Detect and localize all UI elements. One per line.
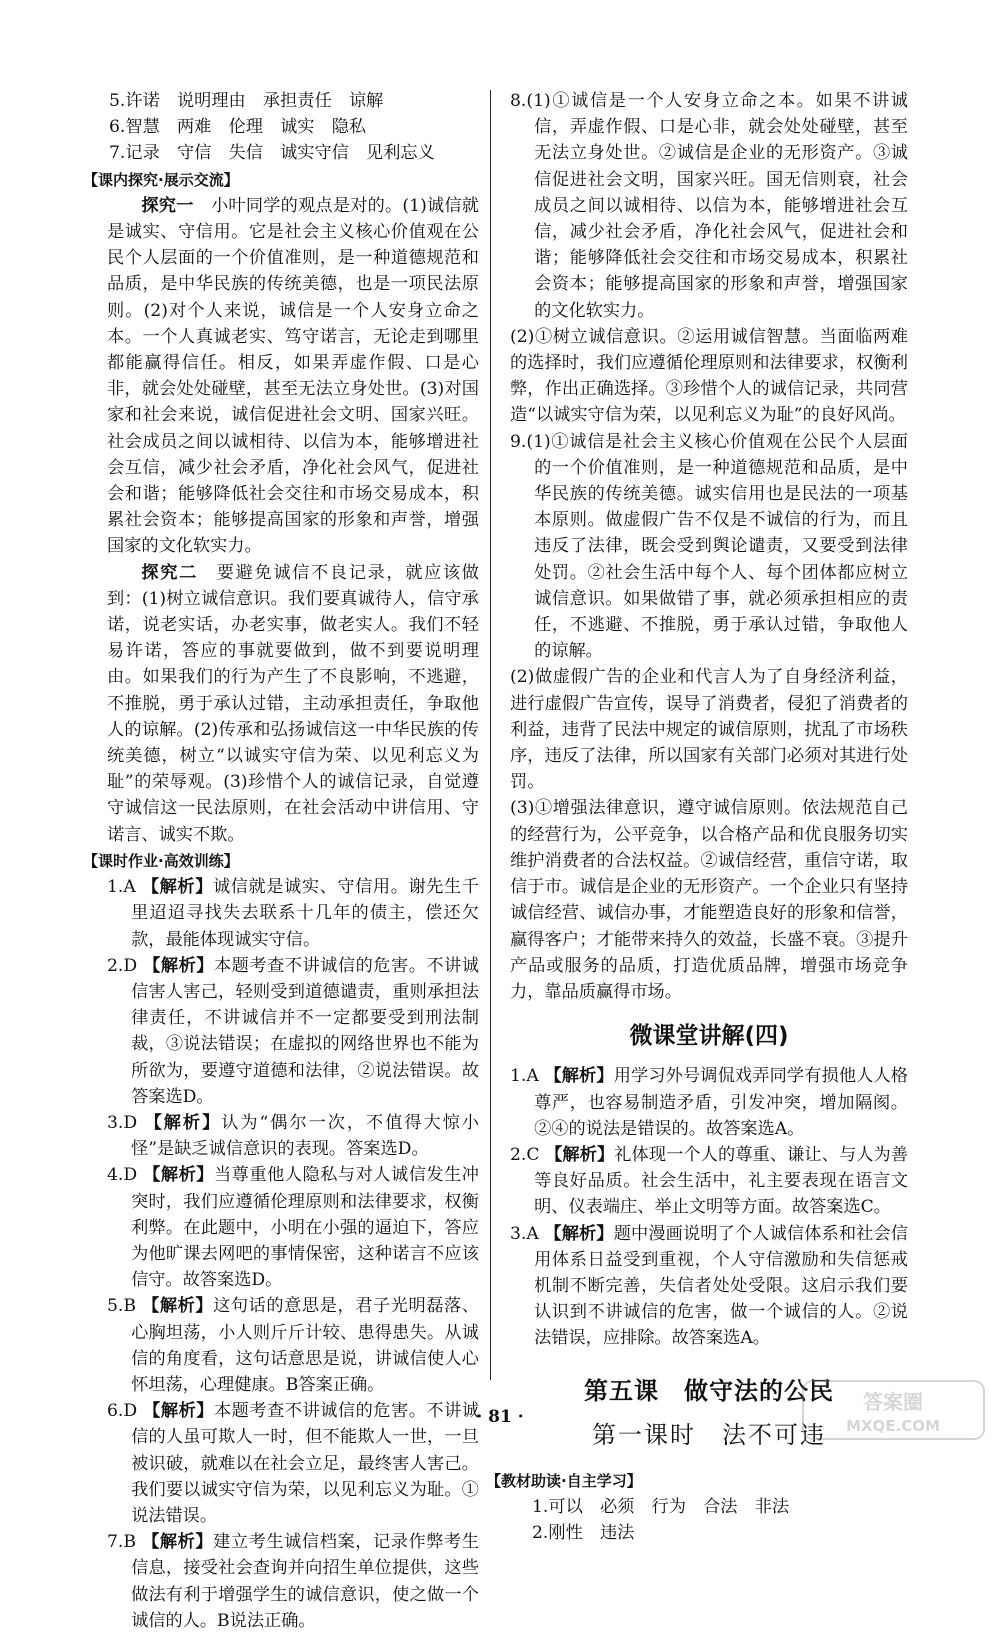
svg-text:MXQE.COM: MXQE.COM	[846, 1417, 940, 1435]
answer-item	[107, 1162, 479, 1293]
lesson-title: 第五课 做守法的公民	[584, 1376, 834, 1405]
lesson-subtitle: 第一课时 法不可违	[592, 1420, 826, 1449]
answer-text: 本题考查不讲诚信的危害。不讲诚信的人虽可欺人一时，但不能欺人一世，一旦被识破，就难以在社会立足，最终害人害己。我们要以诚实守信为荣，以见利忘义为耻。①说法错误。	[131, 1401, 479, 1526]
question-8-part-2: (2)①树立诚信意识。②运用诚信智慧。当面临两难的选择时，我们应遵循伦理原则和法律要求，权衡利弊，作出正确选择。③珍惜个人的诚信记录，共同营造“以诚实守信为荣，以见利忘义为耻”的良好风尚。	[510, 326, 908, 426]
explore-one-label: 探究一	[141, 195, 194, 216]
explore-two-text: 要避免诚信不良记录，就应该做到：(1)树立诚信意识。我们要真诚待人，信守承诺，说老实话，办老实事，做老实人。我们不轻易许诺，答应的事就要做到，做不到要说明理由。如果我们的行为产生了不良影响，不逃避，不推脱，勇于承认过错，主动承担责任，争取他人的谅解。(2)传承和弘扬诚信这一中华民族的传统美德，树立“以诚实守信为荣、以见利忘义为耻”的荣辱观。(3)珍惜个人的诚信记录，自觉遵守诚信这一民法原则，在社会活动中讲信用、守诺言、诚实不欺。	[107, 562, 479, 845]
answer-head: 2.C	[510, 1144, 540, 1165]
analysis-tag: 【解析】	[544, 1223, 614, 1244]
answer-head: 2.D	[107, 955, 138, 976]
column-divider	[490, 90, 491, 1380]
answer-head: 6.D	[107, 1401, 138, 1422]
answer-head: 3.D	[107, 1112, 138, 1133]
question-9-part-1: 9.(1)①诚信是社会主义核心价值观在公民个人层面的一个价值准则，是一种道德规范和品质，是中华民族的传统美德。诚实信用也是民法的一项基本原则。做虚假广告不仅是不诚信的行为，而且违反了法律，既会受到舆论谴责，又要受到法律处罚。②社会生活中每个人、每个团体都应树立诚信意识。如果做错了事，就必须承担相应的责任，不逃避、不推脱，勇于承认过错，争取他人的谅解。	[510, 431, 908, 662]
guide-item-1: 1.可以 必须 行为 合法 非法	[532, 1497, 790, 1518]
answer-item	[107, 874, 479, 953]
section-heading-explore: 【课内探究·展示交流】	[83, 170, 239, 189]
vocab-line-5: 5.许诺 说明理由 承担责任 谅解	[109, 91, 384, 111]
answer-text: 建立考生诚信档案，记录作弊考生信息，接受社会查询并向招生单位提供，这些做法有利于增强学生的诚信意识，使之做一个诚信的人。B说法正确。	[131, 1532, 479, 1631]
analysis-tag: 【解析】	[143, 955, 214, 976]
analysis-tag: 【解析】	[143, 1401, 214, 1422]
answer-text: 礼体现一个人的尊重、谦让、与人为善等良好品质。社会生活中，礼主要表现在语言文明、仪表端庄、举止文明等方面。故答案选C。	[534, 1144, 908, 1218]
answer-text: 诚信就是诚实、守信用。谢先生千里迢迢寻找失去联系十几年的债主，偿还欠款，最能体现诚实守信。	[131, 877, 479, 950]
answer-text: 认为“偶尔一次，不值得大惊小怪”是缺乏诚信意识的表现。答案选D。	[131, 1112, 479, 1160]
micro-answer-item	[510, 1063, 908, 1142]
answer-text: 用学习外号调侃戏弄同学有损他人人格尊严，也容易制造矛盾，引发冲突，增加隔阂。②④的说法是错误的。故答案选A。	[534, 1066, 908, 1139]
answer-item	[107, 1110, 479, 1162]
analysis-tag: 【解析】	[545, 1144, 615, 1165]
vocab-line-6: 6.智慧 两难 伦理 诚实 隐私	[109, 117, 367, 138]
answer-head: 1.A	[510, 1066, 539, 1087]
analysis-tag: 【解析】	[142, 1296, 214, 1317]
right-column	[486, 88, 908, 1547]
micro-answer-item	[510, 1221, 908, 1352]
analysis-tag: 【解析】	[142, 1532, 214, 1553]
vocab-line-7: 7.记录 守信 失信 诚实守信 见利忘义	[109, 143, 435, 164]
answer-head: 3.A	[510, 1223, 539, 1244]
answer-text: 题中漫画说明了个人诚信体系和社会信用体系日益受到重视，个人守信激励和失信惩戒机制不断完善，失信者处处受限。这启示我们要认识到不讲诚信的危害，做一个诚信的人。②说法错误，应排除。故答案选A。	[534, 1223, 908, 1349]
micro-answer-item	[510, 1142, 908, 1221]
watermark-logo	[801, 1379, 986, 1441]
explore-one-text: 小叶同学的观点是对的。(1)诚信就是诚实、守信用。它是社会主义核心价值观在公民个人层面的一个价值准则，是一种道德规范和品质，是中华民族的传统美德，也是一项民法原则。(2)对个人来说，诚信是一个人安身立命之本。一个人真诚老实、笃守诺言，无论走到哪里都能赢得信任。相反，如果弄虚作假、口是心非，就会处处碰壁，甚至无法立身处世。(3)对国家和社会来说，诚信促进社会文明、国家兴旺。社会成员之间以诚相待、以信为本，能够增进社会互信，减少社会矛盾，净化社会风气，促进社会和谐；能够降低社会交往和市场交易成本，积累社会资本；能够提高国家的形象和声誉，增强国家的文化软实力。	[107, 195, 479, 557]
guide-item-2: 2.刚性 违法	[532, 1523, 635, 1544]
answer-head: 5.B	[107, 1296, 137, 1317]
answer-item	[107, 1529, 479, 1634]
answer-head: 7.B	[107, 1532, 137, 1553]
analysis-tag: 【解析】	[544, 1066, 614, 1087]
section-heading-guide: 【教材助读·自主学习】	[486, 1471, 642, 1490]
svg-text:答案圈: 答案圈	[863, 1390, 923, 1414]
left-column	[83, 88, 479, 1634]
analysis-tag: 【解析】	[144, 1112, 222, 1133]
answer-text: 当尊重他人隐私与对人诚信发生冲突时，我们应遵循伦理原则和法律要求，权衡利弊。在此题中，小明在小强的逼迫下，答应为他旷课去网吧的事情保密，这种诺言不应该信守。故答案选D。	[131, 1165, 479, 1291]
explore-two	[107, 560, 479, 848]
answer-item	[107, 1293, 479, 1398]
question-9-part-2: (2)做虚假广告的企业和代言人为了自身经济利益，进行虚假广告宣传，误导了消费者，侵犯了消费者的利益，违背了民法中规定的诚信原则，扰乱了市场秩序，违反了法律，所以国家有关部门必须对其进行处罚。	[510, 667, 908, 793]
analysis-tag: 【解析】	[141, 877, 213, 898]
page-number: · 81 ·	[476, 1407, 524, 1427]
answer-head: 4.D	[107, 1165, 138, 1186]
explore-two-label: 探究二	[141, 562, 198, 583]
explore-one	[107, 193, 479, 560]
answer-head: 1.A	[107, 877, 136, 898]
question-9-part-3: (3)①增强法律意识，遵守诚信原则。依法规范自己的经营行为，公平竞争，以合格产品和优良服务切实维护消费者的合法权益。②诚信经营，重信守诺，取信于市。诚信是企业的无形资产。一个企业只有坚持诚信经营、诚信办事，才能塑造良好的形象和信誉，赢得客户；才能带来持久的效益，长盛不衰。③提升产品或服务的品质，打造优质品牌，增强市场竞争力，靠品质赢得市场。	[510, 798, 908, 1002]
analysis-tag: 【解析】	[143, 1165, 214, 1186]
section-heading-homework: 【课时作业·高效训练】	[83, 851, 239, 870]
answer-text: 本题考查不讲诚信的危害。不讲诚信害人害己，轻则受到道德谴责，重则承担法律责任，不讲诚信并不一定都要受到刑法制裁，③说法错误；在虚拟的网络世界也不能为所欲为，要遵守道德和法律，②说法错误。故答案选D。	[131, 955, 479, 1107]
answer-item	[107, 953, 479, 1110]
answer-text: 这句话的意思是，君子光明磊落、心胸坦荡，小人则斤斤计较、患得患失。从诚信的角度看，这句话意思是说，讲诚信使人心怀坦荡，心理健康。B答案正确。	[131, 1296, 479, 1395]
question-8-part-1: 8.(1)①诚信是一个人安身立命之本。如果不讲诚信，弄虚作假、口是心非，就会处处碰壁，甚至无法立身处世。②诚信是企业的无形资产。③诚信促进社会文明，国家兴旺。国无信则衰，社会成员之间以诚相待、以信为本，能够增进社会互信，减少社会矛盾，净化社会风气，促进社会和谐；能够降低社会交往和市场交易成本，积累社会资本；能够提高国家的形象和声誉，增强国家的文化软实力。	[510, 91, 908, 321]
micro-lesson-heading: 微课堂讲解(四)	[629, 1023, 789, 1050]
